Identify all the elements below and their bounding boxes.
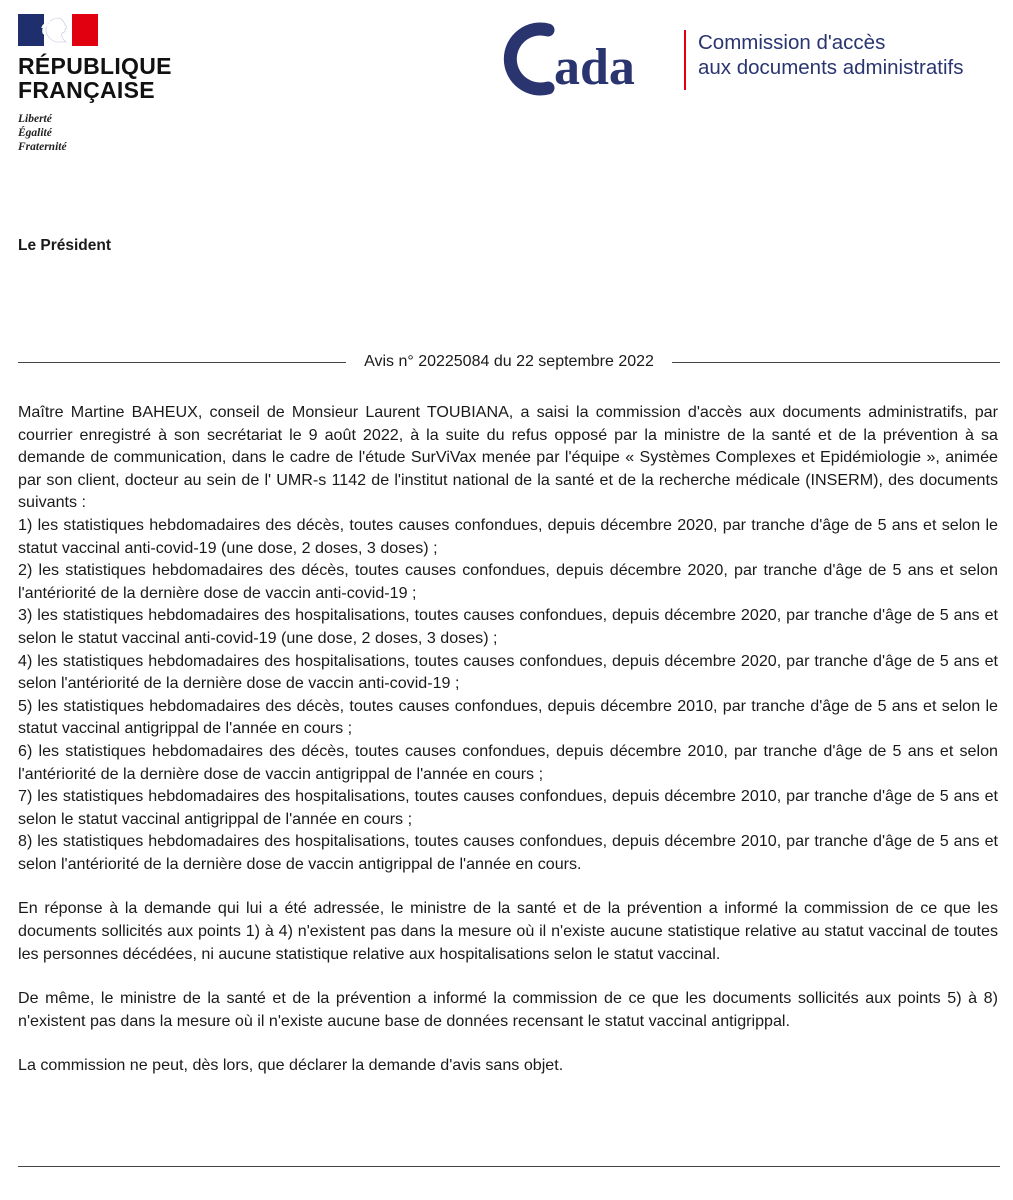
heading-rule-right [672, 362, 1000, 363]
republique-name-line2: FRANÇAISE [18, 77, 155, 103]
cada-logo [498, 18, 1003, 100]
avis-heading [18, 350, 1000, 374]
request-item-3: 3) les statistiques hebdomadaires des hospitalisations, toutes causes confondues, depuis décembre 2020, par tranche d'âge de 5 ans et selon le statut vaccinal anti-covid-19 (une dose, 2 doses, 3 doses) ; [18, 606, 998, 647]
motto-egalite: Égalité [18, 127, 52, 139]
footer-rule [18, 1166, 1000, 1167]
request-item-6: 6) les statistiques hebdomadaires des décès, toutes causes confondues, depuis décembre 2010, par tranche d'âge de 5 ans et selon l'antériorité de la dernière dose de vaccin antigrippal de l'année en cours ; [18, 741, 998, 783]
request-item-2: 2) les statistiques hebdomadaires des décès, toutes causes confondues, depuis décembre 2020, par tranche d'âge de 5 ans et selon l'antériorité de la dernière dose de vaccin anti-covid-19 ; [18, 561, 998, 602]
cada-description [698, 30, 963, 80]
request-item-1: 1) les statistiques hebdomadaires des décès, toutes causes confondues, depuis décembre 2020, par tranche d'âge de 5 ans et selon le statut vaccinal anti-covid-19 (une dose, 2 doses, 3 doses) ; [18, 515, 998, 557]
avis-title: Avis n° 20225084 du 22 septembre 2022 [364, 353, 654, 370]
heading-rule-left [18, 362, 346, 363]
republique-name-line1: RÉPUBLIQUE [18, 53, 172, 79]
request-item-5: 5) les statistiques hebdomadaires des décès, toutes causes confondues, depuis décembre 2010, par tranche d'âge de 5 ans et selon le statut vaccinal antigrippal de l'année en cours ; [18, 696, 998, 738]
response-paragraph-1: En réponse à la demande qui lui a été adressée, le ministre de la santé et de la prévention a informé la commission de ce que les documents sollicités aux points 1) à 4) n'existent pas dans la mesure où il n'existe aucune statistique relative au statut vaccinal de toutes les personnes décédées, ni aucune statistique relative aux hospitalisations selon le statut vaccinal. [18, 899, 998, 963]
svg-text:ada: ada [554, 39, 635, 96]
document-body [18, 401, 998, 1077]
cada-divider [684, 30, 686, 90]
cada-wordmark [498, 18, 670, 100]
marianne-profile-icon [36, 16, 80, 44]
cada-description-line2: aux documents administratifs [698, 56, 964, 79]
republique-francaise-logo [18, 14, 208, 154]
response-paragraph-2: De même, le ministre de la santé et de la prévention a informé la commission de ce que les documents sollicités aux points 5) à 8) n'existent pas dans la mesure où il n'existe aucune base de données recensant le statut vaccinal antigrippal. [18, 989, 998, 1030]
signatory-title: Le Président [18, 237, 112, 254]
cada-description-line1: Commission d'accès [698, 31, 886, 54]
request-item-8: 8) les statistiques hebdomadaires des hospitalisations, toutes causes confondues, depuis décembre 2010, par tranche d'âge de 5 ans et selon l'antériorité de la dernière dose de vaccin antigrippal de l'année en cours. [18, 832, 998, 873]
conclusion-paragraph: La commission ne peut, dès lors, que déclarer la demande d'avis sans objet. [18, 1056, 564, 1075]
republique-motto [18, 112, 208, 154]
motto-liberte: Liberté [18, 113, 52, 125]
request-item-7: 7) les statistiques hebdomadaires des hospitalisations, toutes causes confondues, depuis décembre 2010, par tranche d'âge de 5 ans et selon le statut vaccinal antigrippal de l'année en cours ; [18, 787, 998, 828]
intro-paragraph: Maître Martine BAHEUX, conseil de Monsieur Laurent TOUBIANA, a saisi la commission d'accès aux documents administratifs, par courrier enregistré à son secrétariat le 9 août 2022, à la suite du refus opposé par la ministre de la santé et de la prévention à sa demande de communication, dans le cadre de l'étude SurViVax menée par l'équipe « Systèmes Complexes et Epidémiologie », animée par son client, docteur au sein de l' UMR-s 1142 de l'institut national de la santé et de la recherche médicale (INSERM), des documents suivants : [18, 403, 998, 512]
request-item-4: 4) les statistiques hebdomadaires des hospitalisations, toutes causes confondues, depuis décembre 2020, par tranche d'âge de 5 ans et selon l'antériorité de la dernière dose de vaccin anti-covid-19 ; [18, 651, 998, 693]
republique-name [18, 54, 208, 102]
tricolor-flag-icon [18, 14, 98, 46]
motto-fraternite: Fraternité [18, 141, 67, 153]
